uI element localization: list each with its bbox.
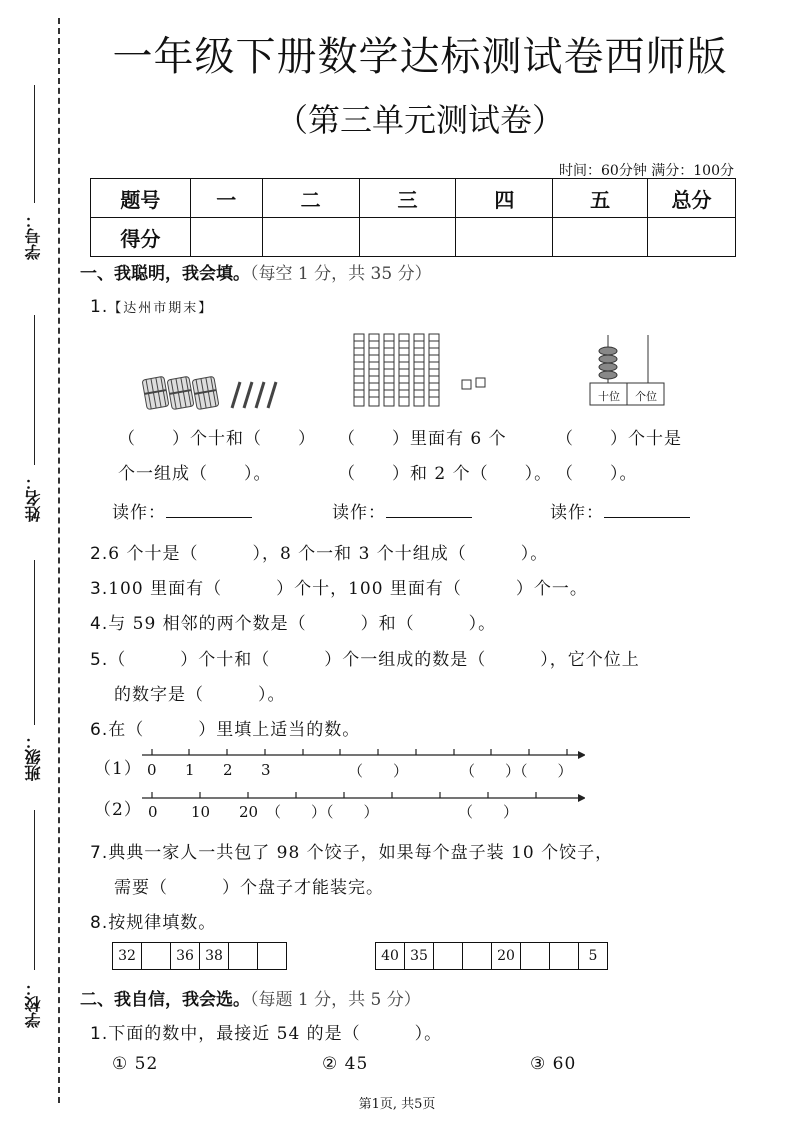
sequence-cell: 35 [405,943,434,970]
abacus-tens-label: 十位 [598,390,620,403]
sequence-blank-cell[interactable] [521,943,550,970]
s2-q1-text: 下面的数中，最接近 54 的是（ ）。 [108,1024,443,1044]
q8-number: 8. [90,913,109,933]
score-table-header-row [91,179,736,218]
page-title: 一年级下册数学达标测试卷西师版 [112,34,728,80]
q4 [90,609,496,634]
score-cell[interactable] [190,218,262,257]
q1-row2-a: 个一组成（ ）。 [118,464,272,484]
school-label: 学校： [24,980,43,1028]
q3-number: 3. [90,579,109,599]
q1-row1-a: （ ）个十和（ ） [118,429,316,449]
q3 [90,574,588,599]
sequence-1 [112,942,287,970]
q6-text: 在（ ）里填上适当的数。 [108,720,361,740]
score-cell[interactable] [262,218,359,257]
s2-q1 [90,1019,442,1044]
student-no-line [34,85,35,203]
page-subtitle: （第三单元测试卷） [275,101,564,139]
time-info: 时间：60分钟 满分：100分 [559,163,734,179]
section2-title: 二、我自信，我会选。 [80,990,250,1010]
sequence-cell: 5 [579,943,608,970]
q4-text: 与 59 相邻的两个数是（ ）和（ ）。 [108,614,497,634]
read-label: 读作： [332,503,386,523]
q1-row2-b: （ ）和 2 个（ ）。 [338,464,553,484]
student-no-label: 学号： [24,212,43,260]
q8 [90,908,216,933]
q1-row1-c: （ ）个十是 [556,429,682,449]
numberline2-tick-label: 0 [148,803,158,821]
q7-text: 典典一家人一共包了 98 个饺子，如果每个盘子装 10 个饺子， [108,843,614,863]
q1-read-1 [112,498,252,523]
q2-text: 6 个十是（ ），8 个一和 3 个十组成（ ）。 [108,544,549,564]
read-answer-line[interactable] [604,503,690,518]
numberline1-tick-label: 0 [147,761,157,779]
q7-number: 7. [90,843,109,863]
score-table-score-row [91,218,736,257]
q7-text-cont: 需要（ ）个盘子才能装完。 [114,878,384,898]
name-line [34,315,35,465]
score-header-cell: 总分 [648,179,736,218]
numberline1-label: （1） [94,759,142,779]
sequence-cell: 38 [200,943,229,970]
score-row-label: 得分 [91,218,191,257]
q7 [90,838,613,863]
numberline1-blank[interactable]: （ ） [348,762,409,780]
numberline1-tick-label: 2 [223,761,233,779]
section2-heading [80,985,421,1010]
s2-q1-option-3[interactable]: ③ 60 [530,1054,577,1074]
q8-text: 按规律填数。 [108,913,217,933]
q2 [90,539,548,564]
score-cell[interactable] [359,218,456,257]
q1-source: 【达州市期末】 [108,301,214,316]
class-label: 班级： [24,733,43,781]
q1-read-2 [332,498,472,523]
s2-q1-number: 1. [90,1024,109,1044]
section1-heading [80,259,432,284]
sequence-cell: 36 [171,943,200,970]
sequence-blank-cell[interactable] [463,943,492,970]
cubes-illustration [352,330,497,410]
sequence-blank-cell[interactable] [550,943,579,970]
abacus-ones-label: 个位 [635,390,657,403]
numberline1-tick-label: 1 [185,761,195,779]
class-line [34,560,35,725]
q5-number: 5. [90,650,109,670]
q1-row2-c: （ ）。 [556,464,638,484]
q2-number: 2. [90,544,109,564]
numberline2-label: （2） [94,800,142,820]
numberline2-blank[interactable]: （ ）（ ） [266,803,379,821]
numberline1-blank[interactable]: （ ）（ ） [460,762,573,780]
sequence-cell: 20 [492,943,521,970]
numberline1-tick-label: 3 [261,761,271,779]
sequence-2 [375,942,608,970]
read-label: 读作： [550,503,604,523]
read-answer-line[interactable] [386,503,472,518]
sequence-cell: 32 [113,943,142,970]
q1-header [90,297,213,317]
score-table [90,178,736,257]
q1-number: 1. [90,297,109,317]
q5-text-cont: 的数字是（ ）。 [114,685,286,705]
s2-q1-option-1[interactable]: ① 52 [112,1054,159,1074]
section1-title: 一、我聪明，我会填。 [80,264,250,284]
binding-dash-line [58,18,60,1103]
section1-note: （每空 1 分，共 35 分） [250,264,432,284]
q5-text: （ ）个十和（ ）个一组成的数是（ ），它个位上 [108,650,640,670]
school-line [34,810,35,970]
numberline2-tick-label: 20 [239,803,259,821]
s2-q1-option-2[interactable]: ② 45 [322,1054,369,1074]
sequence-cell: 40 [376,943,405,970]
page-footer: 第1页, 共5页 [358,1097,436,1112]
q5 [90,645,640,670]
numberline2-blank[interactable]: （ ） [458,803,519,821]
score-header-cell: 三 [359,179,456,218]
q1-row1-b: （ ）里面有 6 个 [338,429,507,449]
q1-read-3 [550,498,690,523]
score-header-cell: 题号 [91,179,191,218]
section2-note: （每题 1 分，共 5 分） [250,990,421,1010]
read-answer-line[interactable] [166,503,252,518]
sticks-bundles-illustration [140,370,290,415]
score-header-cell: 一 [190,179,262,218]
sequence-blank-cell[interactable] [142,943,171,970]
name-label: 姓名： [24,474,43,522]
score-cell[interactable] [553,218,648,257]
score-cell[interactable] [648,218,736,257]
q6-number: 6. [90,720,109,740]
q4-number: 4. [90,614,109,634]
score-cell[interactable] [456,218,553,257]
sequence-blank-cell[interactable] [434,943,463,970]
q3-text: 100 里面有（ ）个十，100 里面有（ ）个一。 [108,579,588,599]
read-label: 读作： [112,503,166,523]
sequence-blank-cell[interactable] [229,943,258,970]
score-header-cell: 五 [553,179,648,218]
numberline2-tick-label: 10 [191,803,211,821]
q6 [90,715,360,740]
sequence-blank-cell[interactable] [258,943,287,970]
score-header-cell: 二 [262,179,359,218]
score-header-cell: 四 [456,179,553,218]
